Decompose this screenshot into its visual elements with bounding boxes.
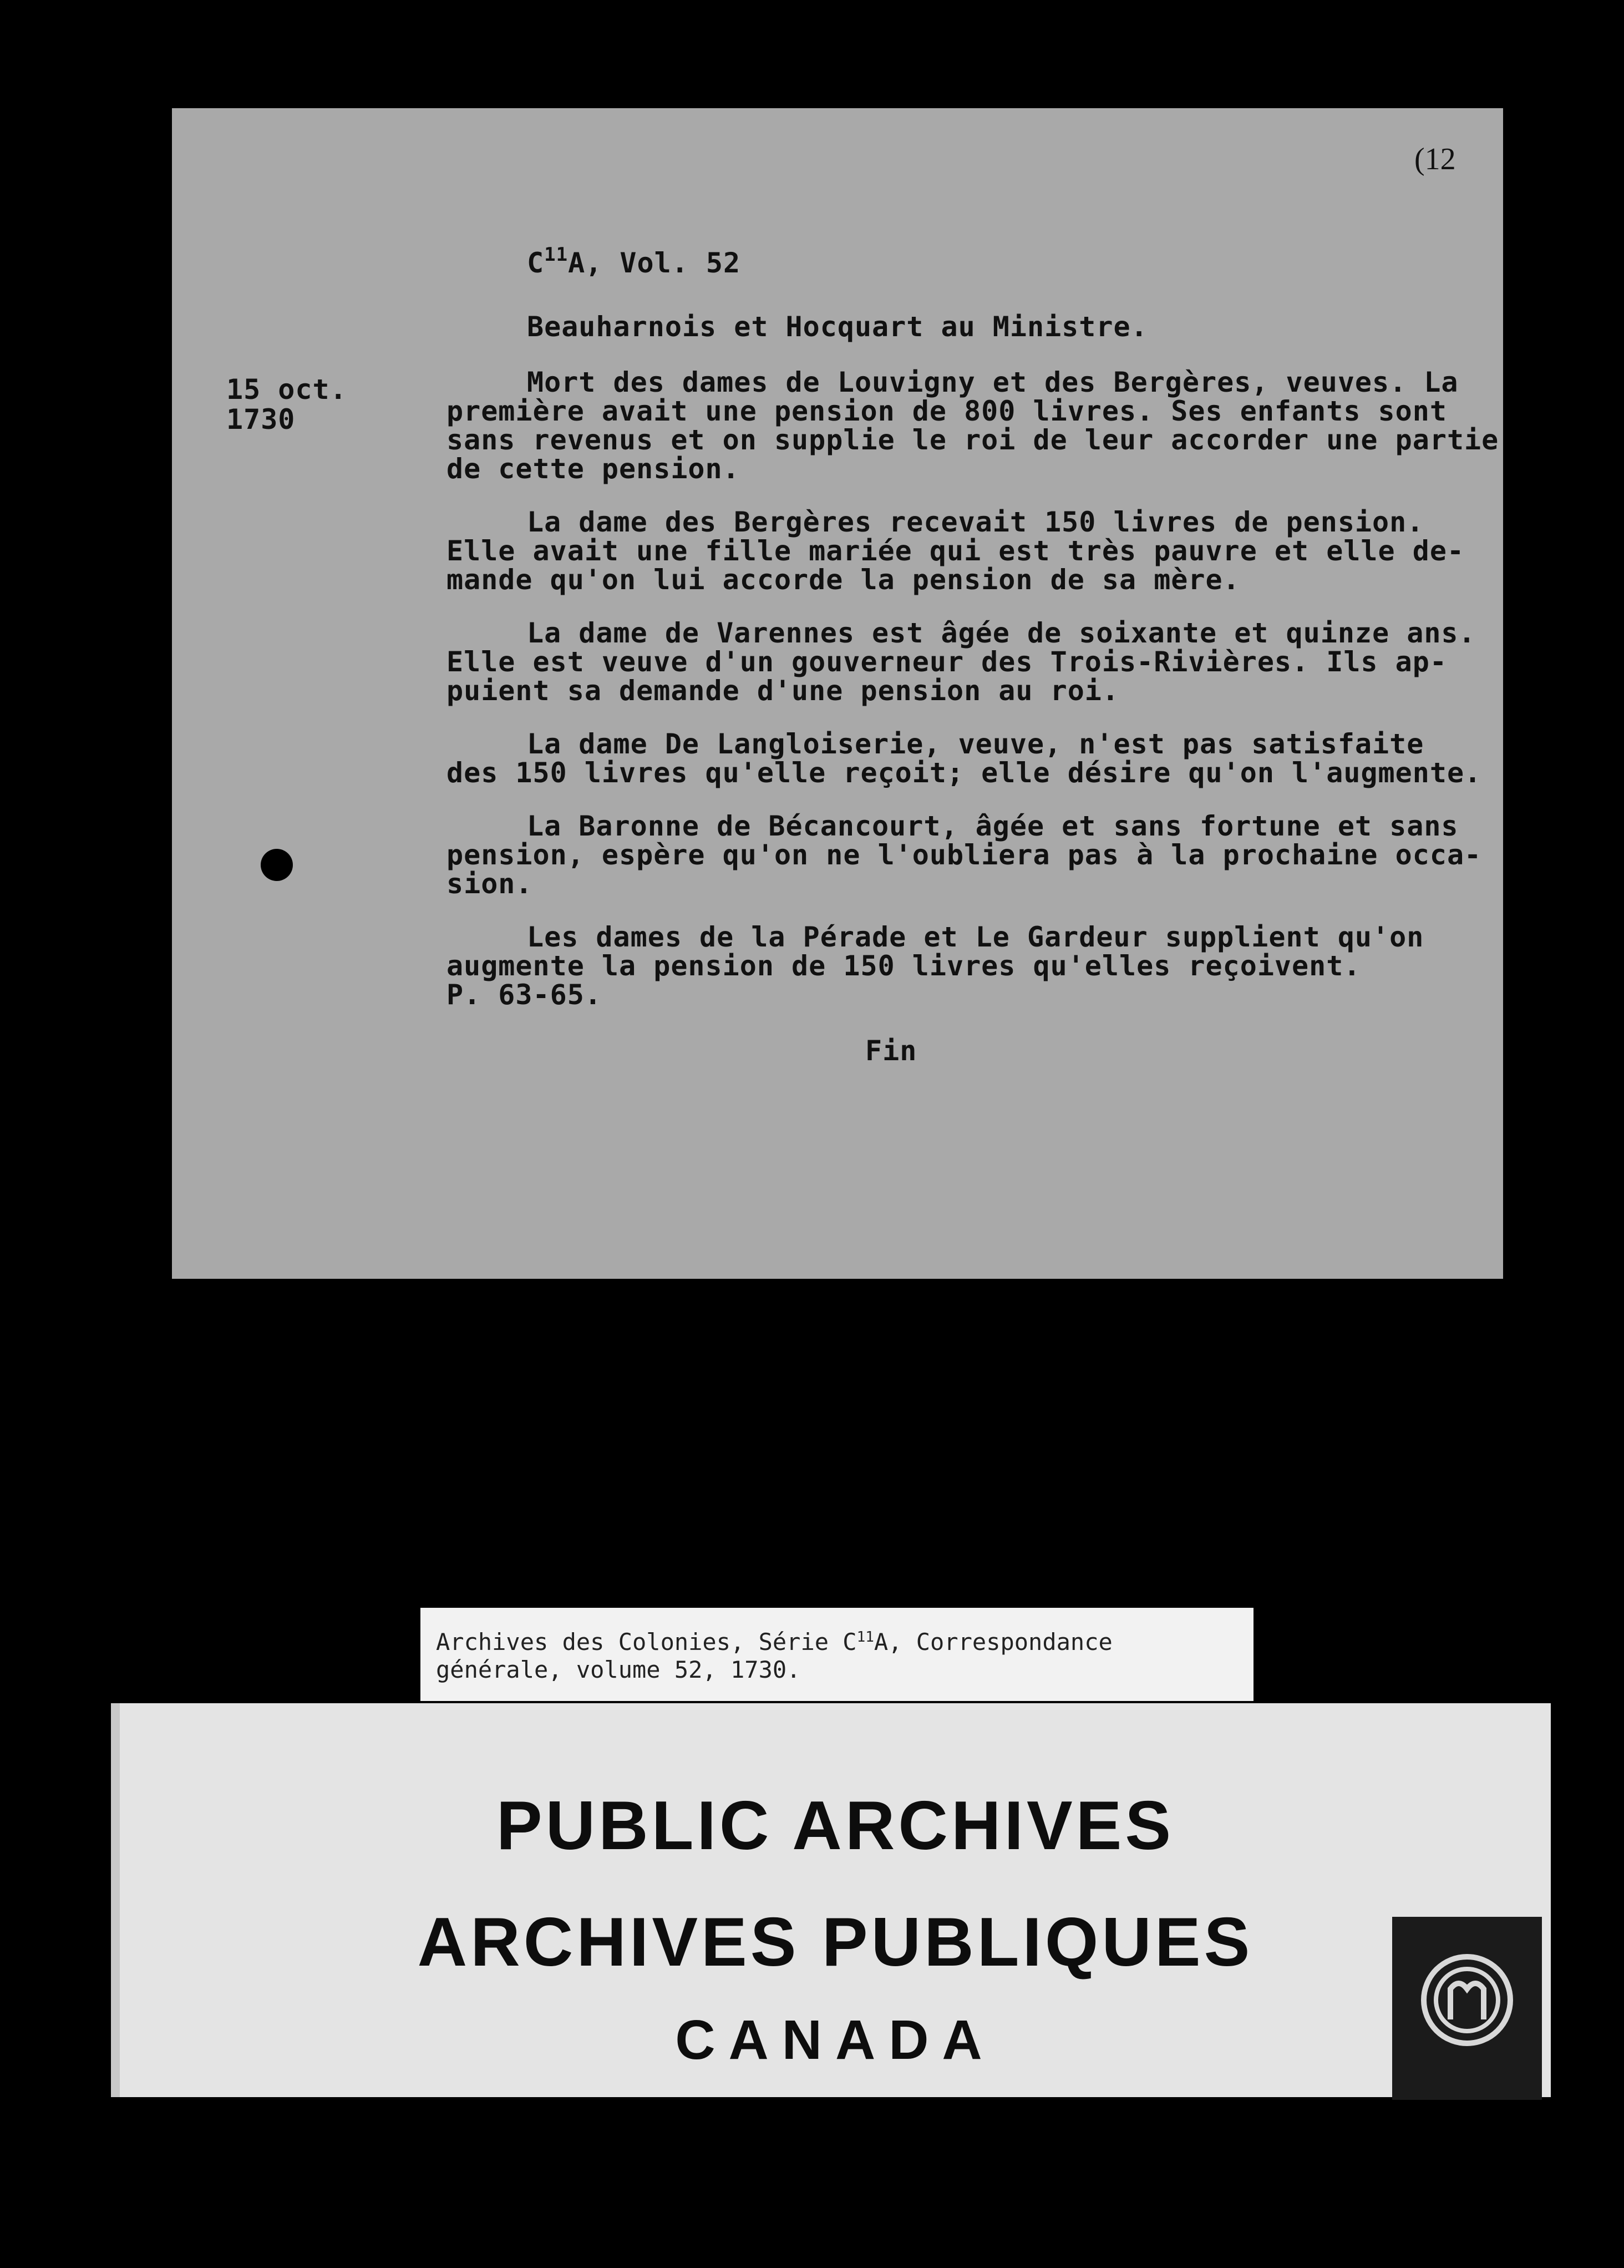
document-body	[446, 366, 1499, 1034]
page-number-mark: (12	[1414, 142, 1456, 176]
margin-date: 15 oct. 1730	[226, 373, 347, 436]
paragraph: La dame de Varennes est âgée de soixante et quinze ans. Elle est veuve d'un gouverneur des Trois-Rivières. Ils ap- puient sa demande d'une pension au roi.	[446, 617, 1476, 707]
archives-banner	[111, 1703, 1551, 2097]
archive-citation-label: Archives des Colonies, Série $C^{11}A$, Correspondance générale, volume 52, 1730.	[420, 1608, 1253, 1701]
banner-line-country: CANADA	[675, 2009, 996, 2071]
archives-logo	[1392, 1917, 1542, 2100]
paragraph: Les dames de la Pérade et Le Gardeur supplient qu'on augmente la pension de 150 livres qu'elles reçoivent. P. 63-65.	[446, 921, 1424, 1011]
paragraph: Mort des dames de Louvigny et des Bergères, veuves. La première avait une pension de 800 livres. Ses enfants sont sans revenus et on supplie le roi de leur accorder une partie de cette pension.	[446, 366, 1499, 485]
banner-line-english: PUBLIC ARCHIVES	[496, 1788, 1175, 1864]
closing-word: Fin	[865, 1035, 917, 1067]
punch-hole-dot	[261, 849, 293, 881]
series-reference: $C^{11}A$, Vol. 52	[527, 244, 741, 279]
paragraph: La dame De Langloiserie, veuve, n'est pas satisfaite des 150 livres qu'elle reçoit; elle désire qu'on l'augmente.	[446, 728, 1482, 789]
addressee-line: Beauharnois et Hocquart au Ministre.	[527, 311, 1148, 343]
paragraph: La dame des Bergères recevait 150 livres de pension. Elle avait une fille mariée qui est très pauvre et elle de- mande qu'on lui accorde la pension de sa mère.	[446, 506, 1465, 596]
typed-document-page	[172, 108, 1503, 1279]
archives-emblem-icon	[1392, 1917, 1542, 2100]
paragraph: La Baronne de Bécancourt, âgée et sans fortune et sans pension, espère qu'on ne l'oubliera pas à la prochaine occa- sion.	[446, 810, 1482, 900]
banner-line-french: ARCHIVES PUBLIQUES	[417, 1904, 1253, 1981]
